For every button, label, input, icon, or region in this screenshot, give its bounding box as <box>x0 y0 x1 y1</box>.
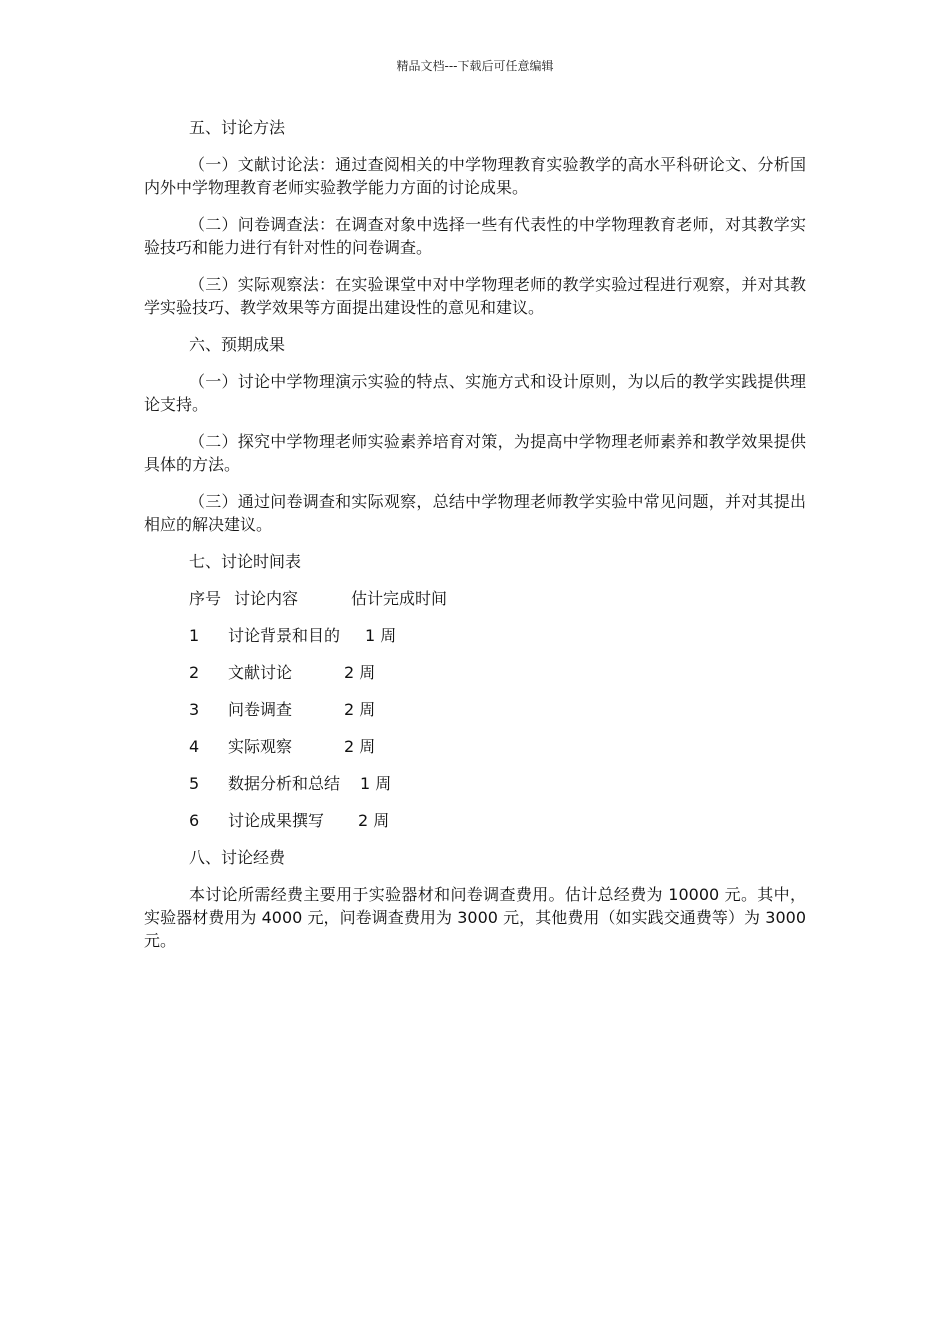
schedule-row <box>144 735 806 758</box>
schedule-header-row <box>144 587 806 610</box>
section-title-methods: 五、讨论方法 <box>189 118 286 137</box>
result-item-2: （二）探究中学物理老师实验素养培育对策，为提高中学物理老师素养和教学效果提供具体的方法。 <box>144 432 806 474</box>
schedule-number: 4 <box>189 737 200 756</box>
result-item-3: （三）通过问卷调查和实际观察，总结中学物理老师教学实验中常见问题，并对其提出相应的解决建议。 <box>144 492 806 534</box>
schedule-row <box>144 772 806 795</box>
schedule-content: 问卷调查 <box>228 700 293 719</box>
section-title-funding: 八、讨论经费 <box>189 848 286 867</box>
schedule-time: 2 周 <box>344 700 376 719</box>
schedule-row <box>144 698 806 721</box>
schedule-content: 讨论成果撰写 <box>228 811 325 830</box>
document-body <box>144 116 806 966</box>
schedule-time: 2 周 <box>344 663 376 682</box>
schedule-content: 文献讨论 <box>228 663 293 682</box>
method-item-1: （一）文献讨论法：通过查阅相关的中学物理教育实验教学的高水平科研论文、分析国内外中学物理教育老师实验教学能力方面的讨论成果。 <box>144 155 806 197</box>
schedule-row <box>144 624 806 647</box>
schedule-row <box>144 661 806 684</box>
schedule-column-time: 估计完成时间 <box>351 589 448 608</box>
schedule-content: 数据分析和总结 <box>228 774 341 793</box>
schedule-number: 3 <box>189 700 200 719</box>
schedule-time: 1 周 <box>365 626 397 645</box>
schedule-time: 2 周 <box>344 737 376 756</box>
method-item-2: （二）问卷调查法：在调查对象中选择一些有代表性的中学物理教育老师，对其教学实验技巧和能力进行有针对性的问卷调查。 <box>144 215 806 257</box>
section-title-schedule: 七、讨论时间表 <box>189 552 302 571</box>
funding-paragraph: 本讨论所需经费主要用于实验器材和问卷调查费用。估计总经费为 10000 元。其中，实验器材费用为 4000 元，问卷调查费用为 3000 元，其他费用（如实践交通费等）为 3000 元。 <box>144 885 806 950</box>
schedule-number: 1 <box>189 626 200 645</box>
schedule-row <box>144 809 806 832</box>
page-header: 精品文档---下载后可任意编辑 <box>396 59 554 73</box>
schedule-number: 6 <box>189 811 200 830</box>
method-item-3: （三）实际观察法：在实验课堂中对中学物理老师的教学实验过程进行观察，并对其教学实验技巧、教学效果等方面提出建设性的意见和建议。 <box>144 275 806 317</box>
schedule-number: 2 <box>189 663 200 682</box>
schedule-time: 1 周 <box>360 774 392 793</box>
schedule-time: 2 周 <box>358 811 390 830</box>
schedule-number: 5 <box>189 774 200 793</box>
schedule-column-number: 序号 <box>189 589 222 608</box>
schedule-content: 讨论背景和目的 <box>228 626 341 645</box>
schedule-content: 实际观察 <box>228 737 293 756</box>
section-title-results: 六、预期成果 <box>189 335 286 354</box>
schedule-column-content: 讨论内容 <box>234 589 299 608</box>
result-item-1: （一）讨论中学物理演示实验的特点、实施方式和设计原则，为以后的教学实践提供理论支持。 <box>144 372 806 414</box>
